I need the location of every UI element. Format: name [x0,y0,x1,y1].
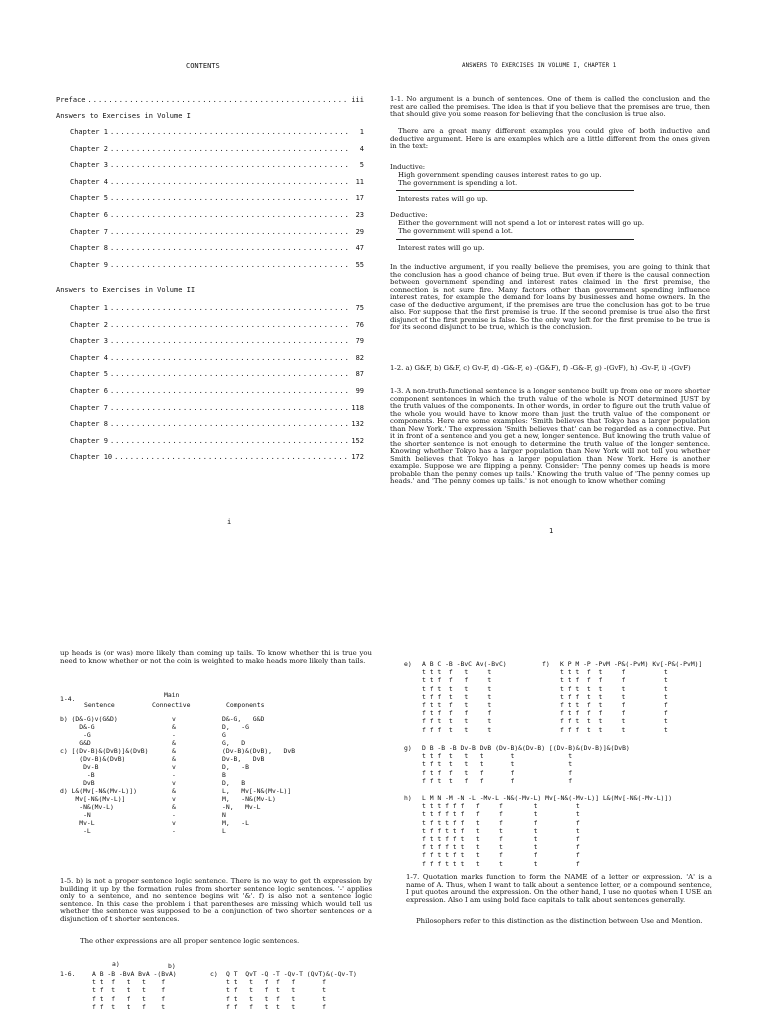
truth-table-header: K P M -P -PvM -P&(-PvM) Kv[-P&(-PvM)] [560,660,703,668]
toc-leader [110,228,348,236]
connective-cell: - [172,731,176,739]
truth-table-row: t t f t t f [92,978,166,987]
toc-leader [110,387,348,395]
paragraph-1-7-use-mention: Philosophers refer to this distinction as the distinction between Use and Mention. [416,917,703,925]
paragraph-1-1: 1-1. No argument is a bunch of sentences. One of them is called the conclusion and the rest are called the premises. The idea is that if you believe that the premises are true, then that should give you some reason for believing that the conclusion is true also. [390,95,710,118]
truth-table-row: f t f f t f [92,994,166,1003]
truth-table-row: f t f f f f [422,709,492,718]
sentence-cell: DvB [60,779,95,787]
connective-cell: v [172,795,176,803]
toc-item[interactable] [70,261,364,269]
answers-page-2-right [404,660,714,940]
truth-table-row: f f f t t t t t t f [422,859,580,868]
toc-label: Chapter 8 [70,244,108,253]
toc-preface[interactable] [56,96,364,104]
toc-item[interactable] [70,387,364,395]
truth-table-row: t t t f t f t [560,668,668,677]
truth-table-header: L M N -M -N -L -Mv-L -N&(-Mv-L) Mv[-N&(-Mv-L)] L&(Mv[-N&(-Mv-L)]) [422,794,673,802]
toc-page: 87 [355,370,364,379]
toc-page: 75 [355,304,364,312]
components-cell: D, B [222,779,246,787]
truth-table-row: f t t f t t [422,701,492,710]
deductive-premise-1: Either the government will not spend a lot or interest rates will go up. [398,219,645,227]
truth-table-e [422,660,507,734]
header-connective: Connective [152,701,191,709]
components-cell: -N, Mv-L [222,803,261,811]
truth-table-a [92,970,177,1011]
toc-page: 118 [351,403,364,412]
components-cell: (Dv-B)&(DvB), DvB [222,747,296,755]
truth-table-row: t f t t f f t f f f [422,818,580,827]
connective-cell: v [172,763,176,771]
toc-leader [110,244,348,252]
deductive-conclusion: Interest rates will go up. [398,244,485,252]
answers-page-1 [390,60,710,535]
header-components: Components [226,701,265,709]
label-c: c) [210,970,218,978]
truth-table-row: f f t t f t [92,1002,166,1011]
paragraph-continued: up heads is (or was) more likely than coming up tails. To know whether thi is true you need to know whether or not the coin is weighted to make heads more likely than tails. [60,649,372,665]
toc-page: 132 [351,420,364,429]
page-number: 1 [549,527,554,535]
connective-cell: v [172,779,176,787]
components-cell: G, D [222,739,246,747]
truth-table-row: t f t t t t t t [422,760,573,769]
toc-item[interactable] [70,304,364,312]
toc-label: Preface [56,96,86,104]
inductive-premise-1: High government spending causes interest rates to go up. [398,171,602,179]
truth-table-row: t f f t t t t [560,692,668,701]
connective-cell: & [172,723,176,731]
toc-label: Chapter 4 [70,177,108,186]
truth-table-f [560,660,702,734]
components-cell: D, -B [222,763,249,771]
toc-label: Chapter 6 [70,211,108,219]
truth-table-header: A B -B -BvA BvA -(BvA) [92,970,177,978]
toc-page: 99 [355,387,364,395]
sentence-cell: -G [60,731,91,739]
toc-leader [114,453,348,461]
components-cell: N [222,811,226,819]
truth-table-row: t t t f t t [422,668,492,677]
truth-table-row: f t t f f t t f t f [422,835,580,844]
toc-page: 5 [359,161,364,170]
truth-table-row: t t t f f f f [226,978,327,987]
toc-label: Chapter 3 [70,337,108,346]
components-cell: L [222,827,226,835]
truth-table-row: t f f t t t [422,692,492,701]
toc-label: Chapter 7 [70,403,108,412]
toc-item[interactable] [70,128,364,136]
toc-page: 29 [355,227,364,236]
toc-label: Chapter 3 [70,161,108,170]
toc-leader [110,178,348,186]
components-cell: G [222,731,226,739]
toc-leader [110,161,348,169]
toc-label: Chapter 1 [70,128,108,136]
truth-table-row: t f t t t t t [560,684,668,693]
sentence-cell: G&D [60,739,91,747]
toc-page: 23 [355,211,364,219]
truth-table-c [226,970,357,1011]
truth-table-row: t f f t t f t t t t [422,826,580,835]
toc-leader [88,96,348,104]
paragraph-examples: There are a great many different examples you could give of both inductive and deductive argument. Here is are examples which are a little different from the ones given in the text: [390,127,710,150]
toc-leader [110,337,348,345]
toc-page: 55 [355,260,364,269]
sentence-cell: b) (D&-G)v(G&D) [60,715,118,723]
toc-item[interactable] [70,244,364,252]
connective-cell: & [172,747,176,755]
toc-leader [110,321,348,329]
components-cell: B [222,771,226,779]
toc-item[interactable] [70,337,364,345]
toc-item[interactable] [70,228,364,236]
toc-label: Chapter 6 [70,387,108,395]
toc-item[interactable] [70,420,364,428]
toc-label: Chapter 8 [70,420,108,429]
toc-item[interactable] [70,145,364,153]
truth-table-row: f t f f t t t t t f [422,843,580,852]
paragraph-1-7: 1-7. Quotation marks function to form the NAME of a letter or expression. 'A' is a name of A. Thus, when I want to talk about a sentence letter, or a compound sentence, I put quotes around the expression. On the other hand, I use no quotes when I USE an expression. Also I am using bold face capitals to talk about sentences generally. [406,873,712,904]
contents-page [56,60,364,530]
sentence-cell: -B [60,771,95,779]
truth-table-row: f t t f t f f [560,701,668,710]
toc-label: Chapter 2 [70,144,108,153]
truth-table-h [422,794,672,868]
toc-page: 1 [359,128,364,136]
components-cell: Dv-B, DvB [222,755,265,763]
paragraph-1-3: 1-3. A non-truth-functional sentence is a longer sentence built up from one or more shorter component sentences in which the truth value of the whole is NOT determined JUST by the truth values of the components. In other words, in order to figure out the truth value of the whole you would have to know more than just the truth value of the component or components. Here are some examples: 'Smith believes that Tokyo has a larger population than New York.' The expression 'Smith believes that' can be regarded as a connective. Put it in front of a sentence and you get a new, longer sentence. But knowing the truth value of the shorter sentence is not enough to determine the truth value of the longer sentence. Knowing whether Tokyo has a larger population than New York will not tell you whether Smith believes that Tokyo has a larger population than New York. Here is another example. Suppose we are flipping a penny. Consider: 'The penny comes up heads is more probable than the penny comes up tails.' Knowing the truth value of 'The penny comes up heads.' and 'The penny comes up tails.' is not enough to know whether coming [390,387,710,485]
truth-table-row: f f t t t t [422,717,492,726]
toc-item[interactable] [70,354,364,362]
truth-table-row: f f f t t t t [560,725,668,734]
toc-item[interactable] [70,321,364,329]
toc-label: Chapter 2 [70,320,108,329]
page-header: ANSWERS TO EXERCISES IN VOLUME I, CHAPTER 1 [462,63,617,69]
label-h: h) [404,794,412,802]
toc-page: 47 [355,244,364,253]
paragraph-1-5-conclusion: The other expressions are all proper sentence logic sentences. [80,937,300,945]
toc-leader [110,194,348,202]
truth-table-row: f t f f t f f f [422,768,573,777]
toc-label: Chapter 9 [70,260,108,269]
connective-cell: - [172,811,176,819]
label-g: g) [404,744,412,752]
page-number: i [227,518,232,526]
sentence-cell: Mv-L [60,819,95,827]
truth-table-row: t t f t t t t t [422,752,573,761]
inductive-conclusion: Interests rates will go up. [398,195,488,203]
toc-label: Chapter 9 [70,436,108,445]
sentence-cell: -N&(Mv-L) [60,803,114,811]
components-cell: D, -G [222,723,249,731]
truth-table-header: A B C -B -BvC Av(-BvC) [422,660,507,668]
truth-table-row: f t f f f f f [560,709,668,718]
sentence-cell: Mv[-N&(Mv-L)] [60,795,126,803]
connective-cell: & [172,787,176,795]
sentence-cell: -L [60,827,91,835]
label-a: a) [112,960,120,968]
truth-table-row: t t f f t f f f t t [422,810,580,819]
truth-table-g [422,744,630,785]
toc-item[interactable] [70,404,364,412]
truth-table-row: t f t t t t [422,684,492,693]
sentence-cell: -N [60,811,91,819]
connective-cell: & [172,803,176,811]
connective-cell: v [172,715,176,723]
connective-cell: & [172,739,176,747]
toc-leader [110,354,348,362]
toc-label: Chapter 5 [70,194,108,203]
sentence-cell: D&-G [60,723,95,731]
deductive-premise-2: The government will spend a lot. [398,227,513,235]
toc-item[interactable] [70,211,364,219]
sentence-cell: c) [(Dv-B)&(DvB)]&(DvB) [60,747,149,755]
toc-label: Chapter 10 [70,453,113,462]
deductive-divider [396,239,634,240]
paragraph-argument-analysis: In the inductive argument, if you really believe the premises, you are going to think that the conclusion has a good chance of being true. But even if there is the causal connection between government spending and interest rates claimed in the first premise, the connection is not sure fire. Many factors other than government spending influence interest rates, for example the demand for loans by businesses and home owners. In the case of the deductive argument, if the premises are true the conclusion has got to be true also. For suppose that the first premise is true. If the second premise is true also the first disjunct of the first premise is false. So the only way left for the first premise to be true is for its second disjunct to be true, which is the conclusion. [390,263,710,331]
toc-item[interactable] [70,161,364,169]
components-cell: D&-G, G&D [222,715,265,723]
toc-page: 4 [359,144,364,153]
inductive-premise-2: The government is spending a lot. [398,179,518,187]
toc-label: Chapter 4 [70,353,108,362]
connective-cell: - [172,827,176,835]
components-cell: M, -L [222,819,249,827]
connective-cell: - [172,771,176,779]
label-b: b) [168,962,176,970]
connective-cell: v [172,819,176,827]
toc-volume2-heading: Answers to Exercises in Volume II [56,286,196,294]
answers-page-2-left [60,650,372,1015]
components-cell: L, Mv[-N&(Mv-L)] [222,787,292,795]
truth-table-row: t f t t t f [92,986,166,995]
truth-table-header: D B -B -B Dv-B DvB (Dv-B)&(Dv-B) [(Dv-B)&(Dv-B)]&(DvB) [422,744,630,752]
header-main: Main [164,691,180,699]
toc-item[interactable] [70,194,364,202]
sentence-cell: d) L&(Mv[-N&(Mv-L)]) [60,787,137,795]
toc-leader [110,304,348,312]
toc-leader [110,370,348,378]
toc-leader [110,211,348,219]
label-e: e) [404,660,412,668]
question-1-4-label: 1-4. [60,695,76,703]
truth-table-row: f f f t t t f [226,1002,327,1011]
paragraph-1-2: 1-2. a) G&F, b) G&F, c) Gv-F, d) -G&-F, e) -(G&F), f) -G&-F, g) -(GvF), h) -Gv-F, i) -(GvF) [390,364,691,372]
contents-title: CONTENTS [186,62,220,70]
toc-page: iii [351,96,364,104]
truth-table-row: f t t t f t t [226,994,327,1003]
connective-cell: & [172,755,176,763]
toc-leader [110,404,348,412]
toc-leader [110,261,348,269]
toc-label: Chapter 7 [70,227,108,236]
toc-volume1-heading: Answers to Exercises in Volume I [56,112,191,120]
toc-leader [110,437,348,445]
truth-table-row: t t f f f f t [560,676,668,685]
components-cell: M, -N&(Mv-L) [222,795,276,803]
toc-page: 172 [351,453,364,462]
truth-table-row: t t t f f f f f t t [422,802,580,811]
toc-leader [110,145,348,153]
truth-table-row: f f t t f t t f f f [422,851,580,860]
toc-item[interactable] [70,178,364,186]
inductive-divider [396,190,634,191]
truth-table-row: f f t t t t t [560,717,668,726]
toc-page: 76 [355,320,364,329]
toc-label: Chapter 5 [70,370,108,379]
truth-table-header: Q T QvT -Q -T -Qv-T (QvT)&(-Qv-T) [226,970,357,978]
truth-table-row: t f t f t t t [226,986,327,995]
truth-table-row: f f t t f f f f [422,776,573,785]
sentence-cell: Dv-B [60,763,99,771]
toc-item[interactable] [70,437,364,445]
toc-label: Chapter 1 [70,304,108,312]
header-sentence: Sentence [84,701,115,709]
paragraph-1-5: 1-5. b) is not a proper sentence logic sentence. There is no way to get th expression by building it up by the formation rules from shorter sentence logic sentences. '-' applies only to a sentence, and no sentence begins wit '&'. f) is also not a sentence logic sentence. In this case the problem i that parentheses are missing which would tell us whether the sentence was supposed to be a conjunction of two shorter sentences or a disjunction of t shorter sentences. [60,877,372,923]
deductive-label: Deductive: [390,211,428,219]
toc-page: 82 [355,353,364,362]
sentence-cell: (Dv-B)&(DvB) [60,755,126,763]
toc-page: 152 [351,436,364,445]
toc-item[interactable] [70,453,364,461]
label-f: f) [542,660,550,668]
truth-table-row: f f f t t t [422,725,492,734]
question-1-6-label: 1-6. [60,970,76,978]
toc-leader [110,420,348,428]
inductive-label: Inductive: [390,163,426,171]
toc-item[interactable] [70,370,364,378]
toc-page: 11 [355,177,364,186]
toc-page: 79 [355,337,364,346]
truth-table-row: t t f f f t [422,676,492,685]
toc-page: 17 [355,194,364,203]
toc-leader [110,128,348,136]
